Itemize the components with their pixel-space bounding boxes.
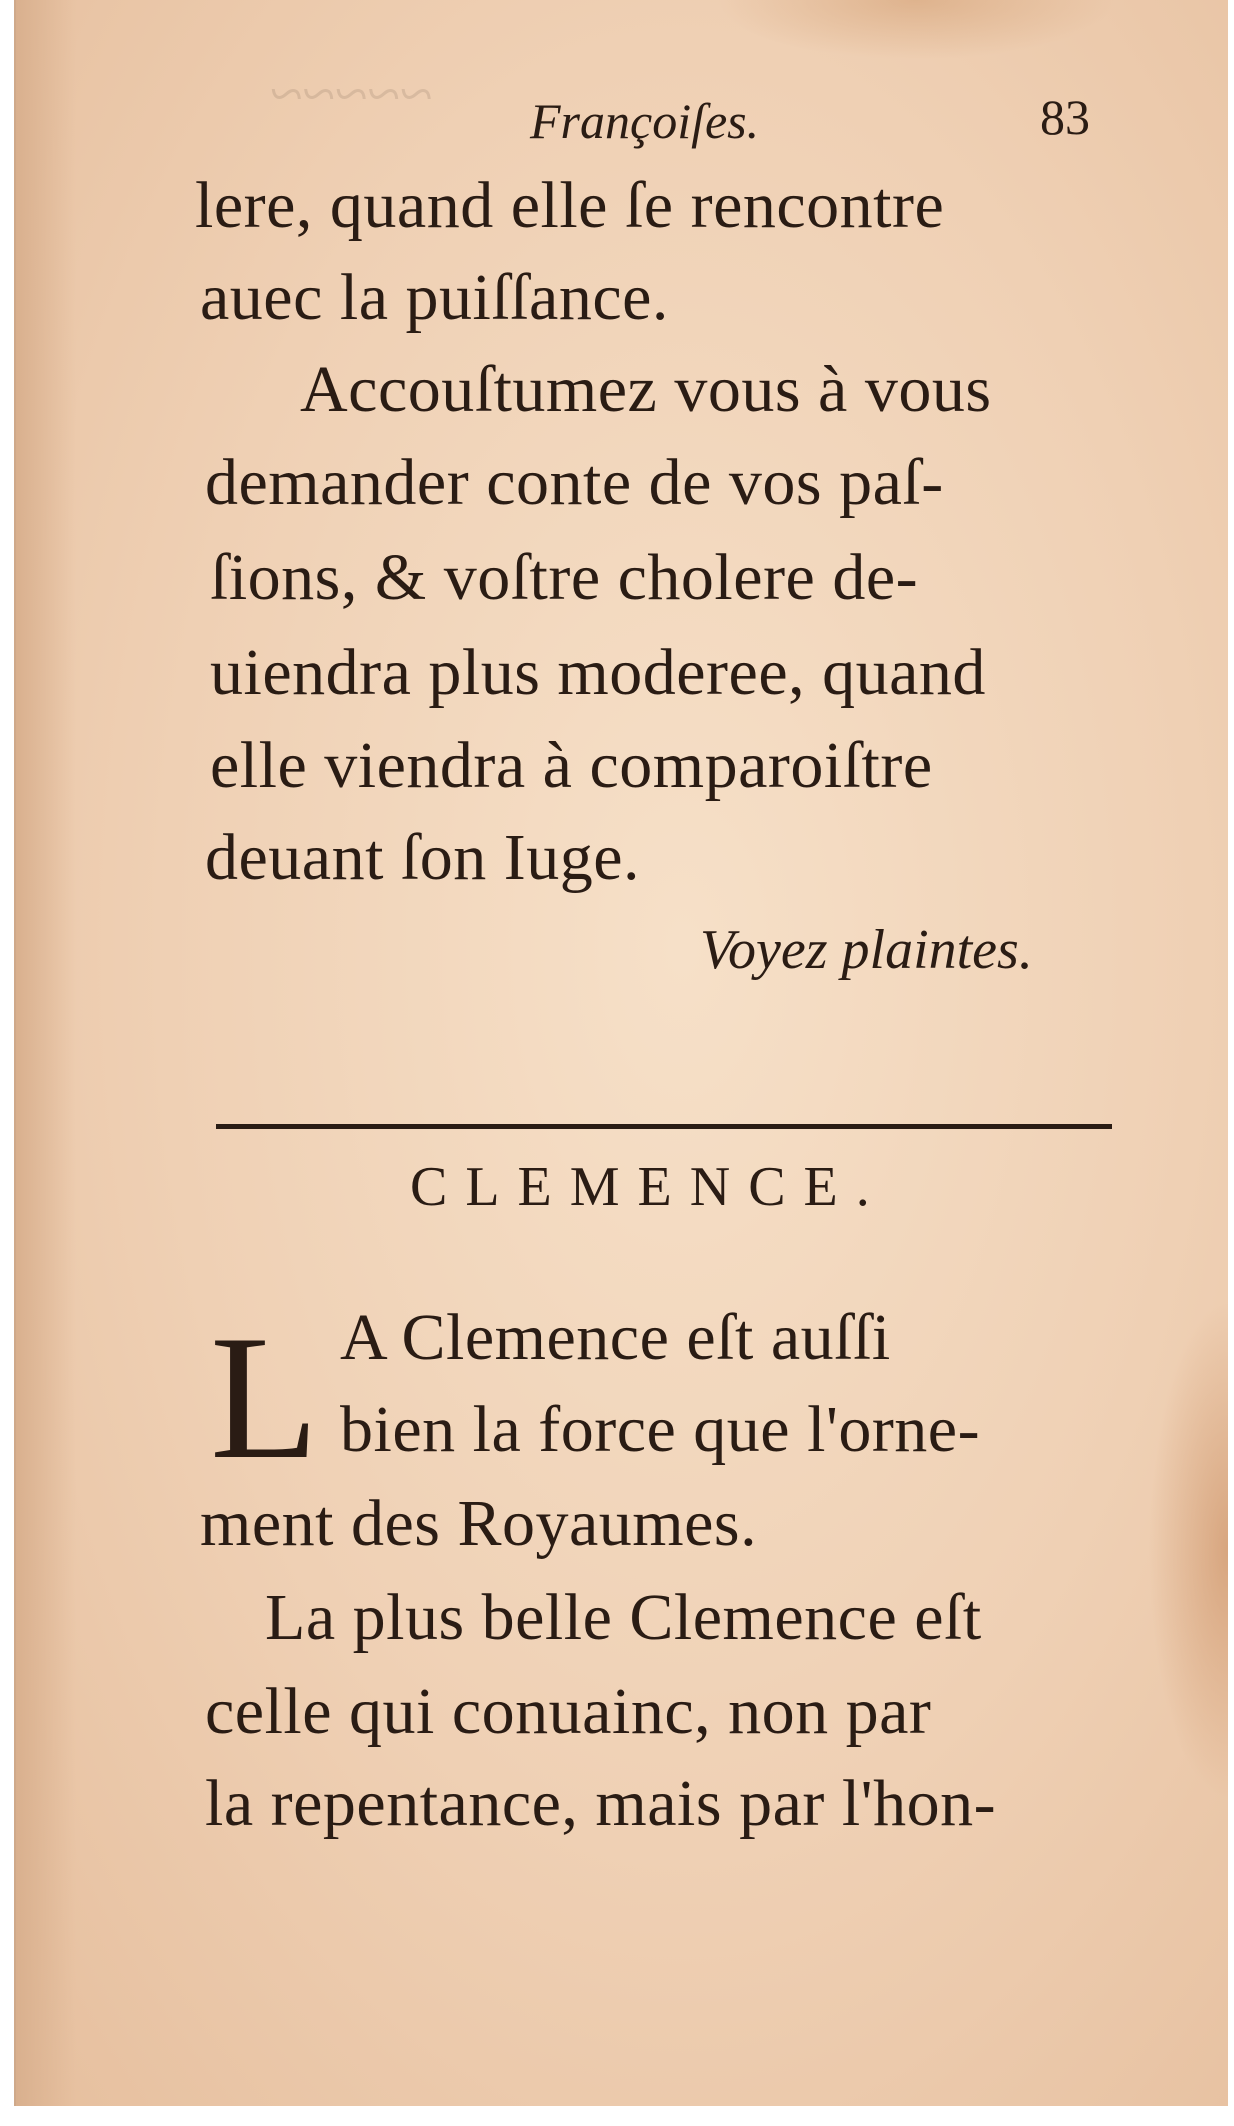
section-divider xyxy=(216,1124,1112,1129)
text-line: uiendra plus moderee, quand xyxy=(210,636,986,709)
text-line: La plus belle Clemence eſt xyxy=(265,1581,982,1654)
text-line: deuant ſon Iuge. xyxy=(205,821,641,894)
text-line: bien la force que l'orne- xyxy=(340,1393,981,1466)
page-edge-shadow xyxy=(16,0,76,2106)
text-line: A Clemence eſt auſſi xyxy=(340,1301,891,1374)
text-line: celle qui conuainc, non par xyxy=(205,1675,932,1748)
text-line: Accouſtumez vous à vous xyxy=(300,353,992,426)
text-line: demander conte de vos paſ- xyxy=(205,446,944,519)
text-line: la repentance, mais par l'hon- xyxy=(205,1767,997,1840)
cross-reference: Voyez plaintes. xyxy=(700,919,1033,981)
page-number: 83 xyxy=(1040,89,1090,145)
running-head: Françoiſes. xyxy=(530,93,760,149)
text-line: auec la puiſſance. xyxy=(200,261,669,334)
text-line: lere, quand elle ſe rencontre xyxy=(195,169,945,242)
section-title: CLEMENCE. xyxy=(410,1156,888,1218)
text-line: elle viendra à comparoiſtre xyxy=(210,729,933,802)
text-line: ment des Royaumes. xyxy=(200,1487,758,1560)
top-stain xyxy=(716,0,1116,60)
foxing-stain xyxy=(1148,1300,1228,1800)
drop-cap: L xyxy=(210,1298,319,1496)
text-line: ſions, & voſtre cholere de- xyxy=(210,541,919,614)
show-through: ~~~~~ xyxy=(270,61,433,127)
